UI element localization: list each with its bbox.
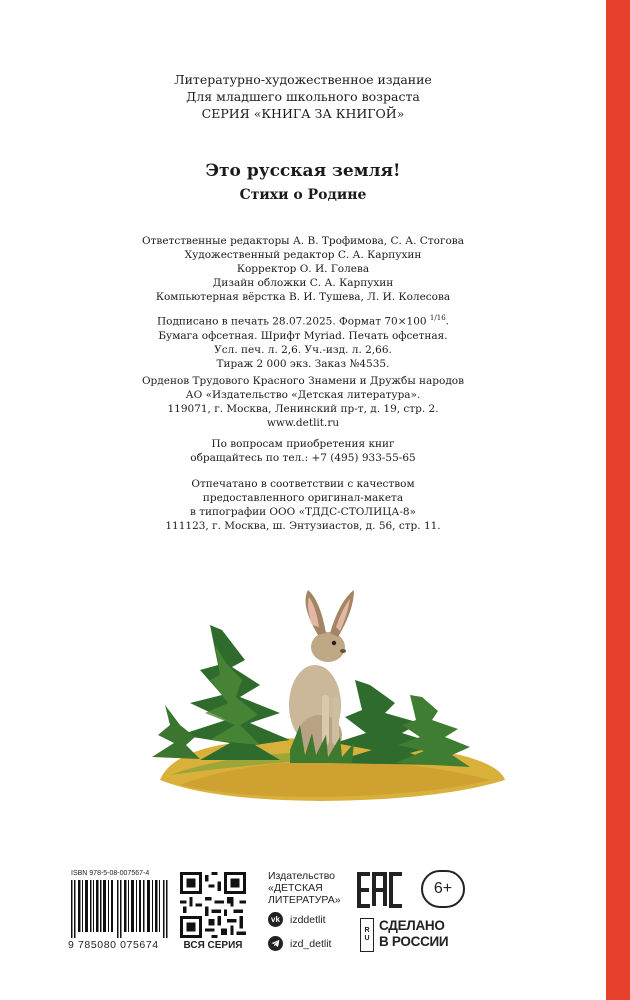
- imprint-footer: [0, 866, 606, 956]
- print-info: [0, 311, 606, 371]
- printing-line: в типографии ООО «ТДДС-СТОЛИЦА-8»: [190, 506, 416, 518]
- print-date-format: Подписано в печать 28.07.2025. Формат 70×100: [156, 315, 430, 328]
- contact-phone: обращайтесь по тел.: +7 (495) 933-55-65: [190, 452, 416, 464]
- credit-line: Ответственные редакторы А. В. Трофимова, С. А. Стогова: [142, 235, 464, 247]
- red-edge-bar: [606, 0, 630, 1000]
- made-in-russia-text: [379, 918, 448, 950]
- credit-line: Корректор О. И. Голева: [236, 263, 370, 275]
- telegram-link[interactable]: [268, 936, 331, 951]
- vk-handle: izddetlit: [290, 913, 326, 926]
- made-in-russia-line: СДЕЛАНО: [379, 918, 445, 933]
- publisher-line: 119071, г. Москва, Ленинский пр-т, д. 19, стр. 2.: [167, 403, 439, 415]
- made-in-russia-mark: [360, 918, 468, 954]
- vk-link[interactable]: [268, 912, 326, 927]
- contact-line: По вопросам приобретения книг: [211, 438, 395, 450]
- hare-illustration: [140, 585, 510, 810]
- age-rating-badge: 6+: [421, 870, 465, 908]
- credit-line: Художественный редактор С. А. Карпухин: [184, 249, 422, 261]
- format-fraction: 1/16: [429, 314, 446, 322]
- isbn-number: ISBN 978-5-08-007567-4: [71, 870, 150, 877]
- eac-mark-icon: [356, 870, 404, 910]
- printing-line: Отпечатано в соответствии с качеством: [191, 478, 415, 490]
- series-name: СЕРИЯ «КНИГА ЗА КНИГОЙ»: [201, 106, 405, 121]
- printing-line: 111123, г. Москва, ш. Энтузиастов, д. 56, стр. 11.: [165, 520, 441, 532]
- publisher-brand-line: «ДЕТСКАЯ: [268, 882, 323, 894]
- print-line: Бумага офсетная. Шрифт Myriad. Печать офсетная.: [158, 329, 448, 342]
- telegram-icon: [268, 936, 283, 951]
- print-line-end: .: [445, 315, 449, 328]
- book-subtitle: Стихи о Родине: [239, 187, 367, 203]
- made-in-russia-icon: R U: [360, 918, 374, 952]
- publisher-brand: [268, 870, 341, 906]
- publisher-brand-line: ЛИТЕРАТУРА»: [268, 894, 341, 906]
- book-title: Это русская земля!: [205, 161, 401, 181]
- barcode-icon: [71, 880, 168, 938]
- printing-house-info: [0, 477, 606, 533]
- credit-line: Компьютерная вёрстка В. И. Тушева, Л. И. Колесова: [155, 291, 451, 303]
- qr-caption: ВСЯ СЕРИЯ: [183, 940, 243, 951]
- vk-icon: vk: [268, 912, 283, 927]
- publisher-website: www.detlit.ru: [266, 417, 340, 429]
- print-line: Усл. печ. л. 2,6. Уч.-изд. л. 2,66.: [214, 343, 392, 356]
- edition-type: Литературно-художественное издание: [174, 72, 432, 87]
- credit-line: Дизайн обложки С. А. Карпухин: [212, 277, 394, 289]
- ean-number: 9 785080 075674: [68, 939, 159, 951]
- publisher-line: Орденов Трудового Красного Знамени и Дружбы народов: [141, 375, 465, 387]
- print-line: Тираж 2 000 экз. Заказ №4535.: [216, 357, 390, 370]
- made-in-russia-line: В РОССИИ: [379, 934, 449, 949]
- credits-block: [0, 234, 606, 304]
- publisher-brand-line: Издательство: [268, 870, 336, 882]
- printing-line: предоставленного оригинал-макета: [202, 492, 404, 504]
- contact-info: [0, 437, 606, 465]
- publisher-line: АО «Издательство «Детская литература».: [185, 389, 421, 401]
- age-group: Для младшего школьного возраста: [186, 89, 420, 104]
- print-line: [0, 311, 606, 329]
- publisher-info: [0, 374, 606, 430]
- qr-code-icon[interactable]: [180, 872, 246, 938]
- telegram-handle: izd_detlit: [290, 937, 332, 950]
- edition-info: [0, 71, 606, 122]
